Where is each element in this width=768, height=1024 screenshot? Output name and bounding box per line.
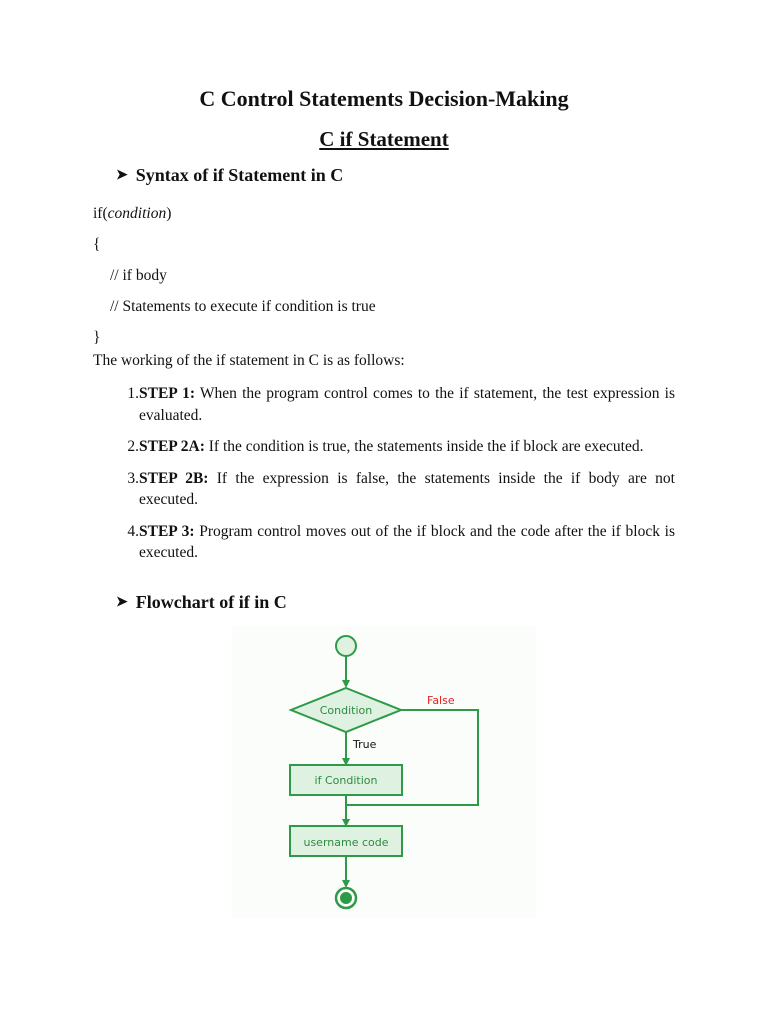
end-node-inner [340,892,352,904]
list-item: 1. STEP 1: When the program control comes to the if statement, the test expression is evaluated. [127,385,675,424]
flowchart-heading-text: Flowchart of if in C [135,592,287,612]
list-item: 3. STEP 2B: If the expression is false, the statements inside the if body are not executed. [127,469,675,508]
steps-list [93,383,675,574]
code-line-if: if(condition) [93,205,172,222]
syntax-heading-text: Syntax of if Statement in C [135,165,344,185]
page-title: C Control Statements Decision-Making [199,86,569,111]
syntax-section-heading [116,165,343,186]
syntax-code-block [93,198,376,353]
condition-label: Condition [319,704,373,717]
true-label: True [353,738,377,751]
list-item: 4. STEP 3: Program control moves out of the if block and the code after the if block is executed. [127,522,675,561]
if-flowchart [232,626,536,918]
if-condition-label: if Condition [314,774,378,787]
code-condition: condition [107,205,167,222]
code-comment-body: // if body [110,267,167,284]
code-comment-statements: // Statements to execute if condition is true [110,298,376,315]
flowchart-svg [232,626,536,918]
page-subtitle: C if Statement [319,127,449,151]
arrowhead-bullet-icon: ➤ [116,168,128,183]
after-code-label: username code [303,836,389,849]
flowchart-section-heading [116,592,287,613]
code-open-brace: { [93,236,101,253]
arrowhead-bullet-icon: ➤ [116,595,128,610]
false-label: False [427,694,455,707]
list-item: 2. STEP 2A: If the condition is true, the statements inside the if block are executed. [127,438,644,455]
intro-text: The working of the if statement in C is as follows: [93,352,405,369]
start-node [336,636,356,656]
code-close-brace: } [93,329,101,346]
